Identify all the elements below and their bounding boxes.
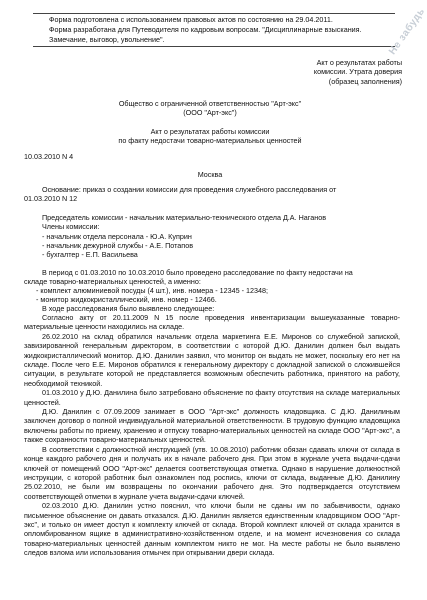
- body-paragraph-1b: складе товарно-материальных ценностей, а именно:: [24, 277, 201, 286]
- body-paragraph-1a: В период с 01.03.2010 по 10.03.2010 было проведено расследование по факту недостачи на: [42, 268, 353, 277]
- commission-member: - начальник дежурной службы - А.Е. Потапов: [42, 241, 194, 250]
- missing-item: - комплект алюминиевой посуды (4 шт.), инв. номера - 12345 - 12348;: [36, 286, 269, 295]
- commission-member: - начальник отдела персонала - Ю.А. Куприн: [42, 232, 192, 241]
- body-paragraph-6: Д.Ю. Данилин с 07.09.2009 занимает в ООО "Арт-экс" должность кладовщика. С Д.Ю. Данилиным заключен договор о полной индивидуальной материальной ответственности. В трудовую функцию кладовщика включены работы по приему, хранению и отпуску товарно-материальных ценностей на складе ООО "Арт-экс", а также сохранности товарно-материальных ценностей.: [24, 407, 400, 445]
- basis-line-2: 01.03.2010 N 12: [24, 194, 78, 203]
- commission-member: - бухгалтер - Е.П. Васильева: [42, 250, 138, 259]
- missing-item: - монитор жидкокристаллический, инв. номер - 12466.: [36, 295, 217, 304]
- form-type-line-1: Акт о результатах работы: [316, 58, 402, 67]
- body-text: [24, 313, 400, 558]
- header-line-3: Замечание, выговор, увольнение".: [49, 35, 165, 44]
- act-title-line-2: по факту недостачи товарно-материальных ценностей: [118, 136, 302, 146]
- body-paragraph-4: 26.02.2010 на склад обратился начальник отдела маркетинга Е.Е. Миронов со служебной запиской, завизированной генеральным директором, в соответствии с которой Д.Ю. Данилин должен был выдать жидкокристаллический монитор. Д.Ю. Данилин заявил, что монитор он выдать не может, поскольку его нет на складе. После чего Е.Е. Миронов обратился к генеральному директору с докладной запиской о сложившейся ситуации, в результате которой не представляется возможным обеспечить работника, принятого на работу, необходимой техникой.: [24, 331, 400, 388]
- basis-line-1: Основание: приказ о создании комиссии для проведения служебного расследования от: [42, 185, 337, 194]
- body-paragraph-3: Согласно акту от 20.11.2009 N 15 после проведения инвентаризации вышеуказанные товарно-материальные ценности находились на складе.: [24, 313, 400, 332]
- city: Москва: [197, 170, 223, 179]
- body-paragraph-2: В ходе расследования было выявлено следующее:: [42, 304, 215, 313]
- form-type-note: [282, 58, 402, 86]
- organization-block: [0, 99, 420, 118]
- body-paragraph-8: 02.03.2010 Д.Ю. Данилин устно пояснил, что ключи были не сданы им по забывчивости, однако письменное объяснение он давать отказался. Д.Ю. Данилин является единственным кладовщиком ООО "Арт-экс", и только он имеет доступ к комплекту ключей от склада. Второй комплект ключей от склада хранится в опломбированном ящике в административно-хозяйственном отделе, и на момент исчезновения со склада товарно-материальных ценностей данным комплектом никто не мог. На месте работы не было выявлено следов взлома или использования отмычек при открывании двери склада.: [24, 501, 400, 558]
- body-paragraph-5: 01.03.2010 у Д.Ю. Данилина было затребовано объяснение по факту отсутствия на складе материальных ценностей.: [24, 388, 400, 407]
- form-source-header: [33, 13, 395, 47]
- organization-short-name: (ООО "Арт-экс"): [183, 108, 237, 118]
- form-type-line-3: (образец заполнения): [328, 76, 402, 86]
- act-title-line-1: Акт о результатах работы комиссии: [150, 127, 270, 136]
- header-line-2: Форма разработана для Путеводителя по кадровым вопросам. "Дисциплинарные взыскания.: [49, 25, 362, 34]
- date-number: 10.03.2010 N 4: [24, 152, 74, 161]
- commission-chair: Председатель комиссии - начальник материально-технического отдела Д.А. Наганов: [42, 213, 327, 222]
- commission-members-label: Члены комиссии:: [42, 222, 100, 231]
- body-paragraph-7: В соответствии с должностной инструкцией (утв. 10.08.2010) работник обязан сдавать ключи от склада в конце каждого рабочего дня и получать их в начале рабочего дня. При этом в журнале учета выдачи-сдачи ключей от помещений ООО "Арт-экс" делается соответствующая отметка. Однако в нарушение должностной инструкции, с которой работник был ознакомлен под роспись, ключи от склада, выданные Д.Ю. Данилину 25.02.2010, не были им возвращены по окончании рабочего дня. Это подтверждается отсутствием соответствующей отметки в журнале учета выдачи-сдачи ключей.: [24, 444, 400, 501]
- act-title: [0, 127, 420, 146]
- watermark: Не забудь: [386, 6, 427, 57]
- form-type-line-2: комиссии. Утрата доверия: [313, 67, 402, 77]
- header-line-1: Форма подготовлена с использованием правовых актов по состоянию на 29.04.2011.: [49, 15, 333, 24]
- organization-name: Общество с ограниченной ответственностью "Арт-экс": [118, 99, 302, 108]
